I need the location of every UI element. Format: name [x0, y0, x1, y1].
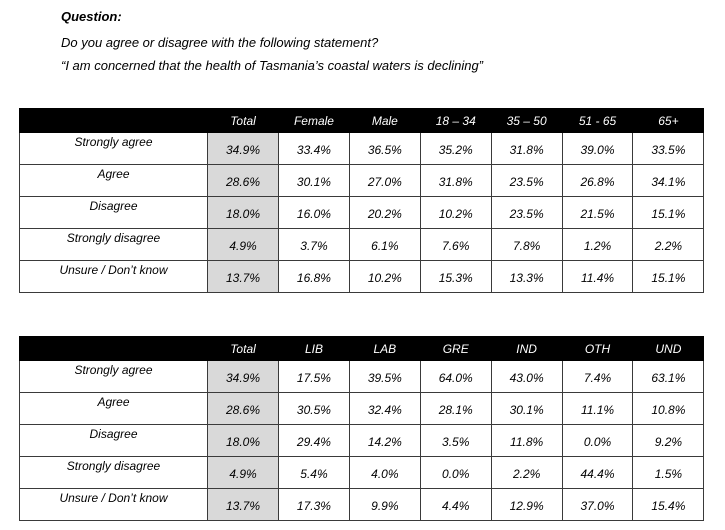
header-male: Male [349, 109, 420, 133]
cell-value: 35.2% [420, 133, 491, 165]
cell-value: 17.5% [279, 361, 350, 393]
cell-value: 21.5% [562, 197, 633, 229]
header-ind: IND [491, 337, 562, 361]
header-age-65-plus: 65+ [633, 109, 704, 133]
cell-total: 13.7% [208, 489, 279, 521]
row-label: Unsure / Don’t know [20, 261, 208, 293]
cell-value: 39.5% [349, 361, 420, 393]
cell-total: 28.6% [208, 165, 279, 197]
header-oth: OTH [562, 337, 633, 361]
cell-total: 4.9% [208, 457, 279, 489]
table-row [20, 165, 704, 197]
cell-value: 43.0% [491, 361, 562, 393]
cell-value: 10.2% [420, 197, 491, 229]
cell-value: 7.8% [491, 229, 562, 261]
cell-value: 11.1% [562, 393, 633, 425]
row-label: Strongly disagree [20, 229, 208, 261]
table-header-row [20, 337, 704, 361]
cell-total: 18.0% [208, 425, 279, 457]
demographic-results-table [19, 108, 704, 293]
row-label: Disagree [20, 425, 208, 457]
cell-value: 2.2% [633, 229, 704, 261]
cell-value: 9.9% [349, 489, 420, 521]
header-empty [20, 337, 208, 361]
cell-value: 7.6% [420, 229, 491, 261]
header-age-51-65: 51 - 65 [562, 109, 633, 133]
table-row [20, 197, 704, 229]
cell-value: 32.4% [349, 393, 420, 425]
cell-value: 33.5% [633, 133, 704, 165]
cell-value: 3.5% [420, 425, 491, 457]
cell-value: 15.1% [633, 261, 704, 293]
table-row [20, 425, 704, 457]
cell-total: 34.9% [208, 133, 279, 165]
cell-total: 4.9% [208, 229, 279, 261]
cell-value: 63.1% [633, 361, 704, 393]
cell-value: 37.0% [562, 489, 633, 521]
cell-value: 6.1% [349, 229, 420, 261]
cell-value: 15.3% [420, 261, 491, 293]
row-label: Unsure / Don’t know [20, 489, 208, 521]
header-und: UND [633, 337, 704, 361]
cell-value: 1.2% [562, 229, 633, 261]
header-age-35-50: 35 – 50 [491, 109, 562, 133]
cell-value: 15.4% [633, 489, 704, 521]
cell-value: 20.2% [349, 197, 420, 229]
cell-value: 7.4% [562, 361, 633, 393]
cell-value: 11.8% [491, 425, 562, 457]
cell-value: 64.0% [420, 361, 491, 393]
question-label: Question: [61, 9, 122, 24]
cell-total: 34.9% [208, 361, 279, 393]
cell-value: 0.0% [562, 425, 633, 457]
cell-value: 15.1% [633, 197, 704, 229]
cell-value: 44.4% [562, 457, 633, 489]
cell-value: 23.5% [491, 165, 562, 197]
cell-value: 39.0% [562, 133, 633, 165]
cell-value: 17.3% [279, 489, 350, 521]
cell-value: 28.1% [420, 393, 491, 425]
row-label: Disagree [20, 197, 208, 229]
cell-value: 30.5% [279, 393, 350, 425]
cell-value: 34.1% [633, 165, 704, 197]
cell-value: 2.2% [491, 457, 562, 489]
cell-value: 9.2% [633, 425, 704, 457]
header-gre: GRE [420, 337, 491, 361]
row-label: Strongly agree [20, 133, 208, 165]
cell-value: 3.7% [279, 229, 350, 261]
cell-value: 5.4% [279, 457, 350, 489]
cell-value: 4.4% [420, 489, 491, 521]
cell-value: 0.0% [420, 457, 491, 489]
cell-value: 33.4% [279, 133, 350, 165]
cell-value: 10.8% [633, 393, 704, 425]
table-row [20, 489, 704, 521]
table-row [20, 393, 704, 425]
cell-value: 1.5% [633, 457, 704, 489]
cell-value: 10.2% [349, 261, 420, 293]
cell-value: 31.8% [420, 165, 491, 197]
cell-value: 11.4% [562, 261, 633, 293]
header-empty [20, 109, 208, 133]
header-total: Total [208, 337, 279, 361]
cell-value: 26.8% [562, 165, 633, 197]
table-row [20, 261, 704, 293]
question-text: Do you agree or disagree with the following statement? [61, 35, 379, 50]
header-female: Female [279, 109, 350, 133]
header-lib: LIB [279, 337, 350, 361]
cell-value: 29.4% [279, 425, 350, 457]
cell-value: 12.9% [491, 489, 562, 521]
cell-value: 13.3% [491, 261, 562, 293]
cell-value: 27.0% [349, 165, 420, 197]
table-row [20, 361, 704, 393]
cell-total: 13.7% [208, 261, 279, 293]
table-row [20, 457, 704, 489]
table-row [20, 229, 704, 261]
cell-value: 23.5% [491, 197, 562, 229]
header-total: Total [208, 109, 279, 133]
cell-value: 16.0% [279, 197, 350, 229]
header-lab: LAB [349, 337, 420, 361]
row-label: Strongly disagree [20, 457, 208, 489]
party-results-table [19, 336, 704, 521]
cell-value: 36.5% [349, 133, 420, 165]
cell-total: 18.0% [208, 197, 279, 229]
row-label: Agree [20, 393, 208, 425]
cell-value: 4.0% [349, 457, 420, 489]
table-row [20, 133, 704, 165]
table-header-row [20, 109, 704, 133]
cell-value: 14.2% [349, 425, 420, 457]
cell-value: 31.8% [491, 133, 562, 165]
header-age-18-34: 18 – 34 [420, 109, 491, 133]
cell-total: 28.6% [208, 393, 279, 425]
question-statement: “I am concerned that the health of Tasmania’s coastal waters is declining” [61, 58, 484, 73]
row-label: Strongly agree [20, 361, 208, 393]
cell-value: 16.8% [279, 261, 350, 293]
cell-value: 30.1% [279, 165, 350, 197]
cell-value: 30.1% [491, 393, 562, 425]
row-label: Agree [20, 165, 208, 197]
